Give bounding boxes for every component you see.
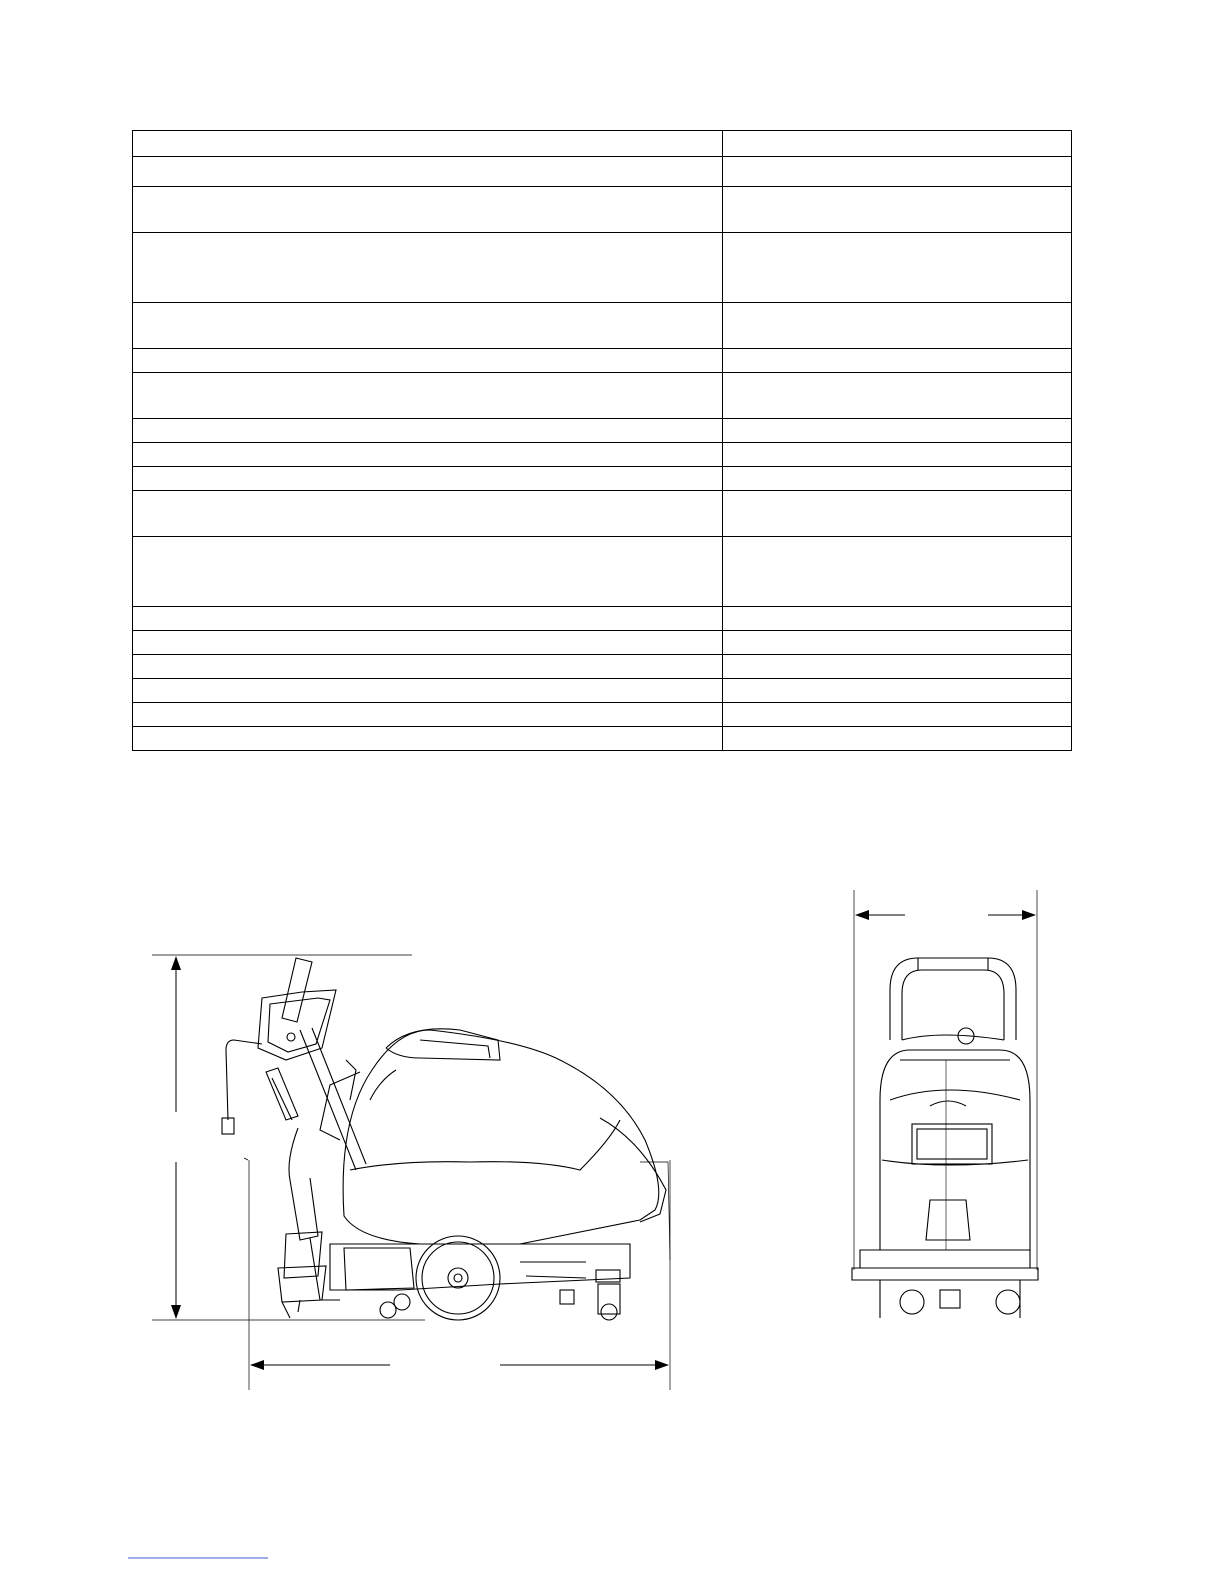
rear-view-drawing	[852, 890, 1038, 1318]
rear-body	[880, 1050, 1030, 1250]
rear-handle	[890, 958, 1016, 1044]
rear-chassis	[852, 1250, 1038, 1318]
tank-body	[320, 1029, 666, 1244]
front-caster	[598, 1284, 620, 1320]
chassis	[330, 1244, 630, 1304]
front-small-wheel	[380, 1294, 410, 1318]
side-view-drawing	[152, 955, 670, 1390]
height-dimension	[152, 955, 425, 1320]
rear-wheel	[416, 1236, 500, 1320]
